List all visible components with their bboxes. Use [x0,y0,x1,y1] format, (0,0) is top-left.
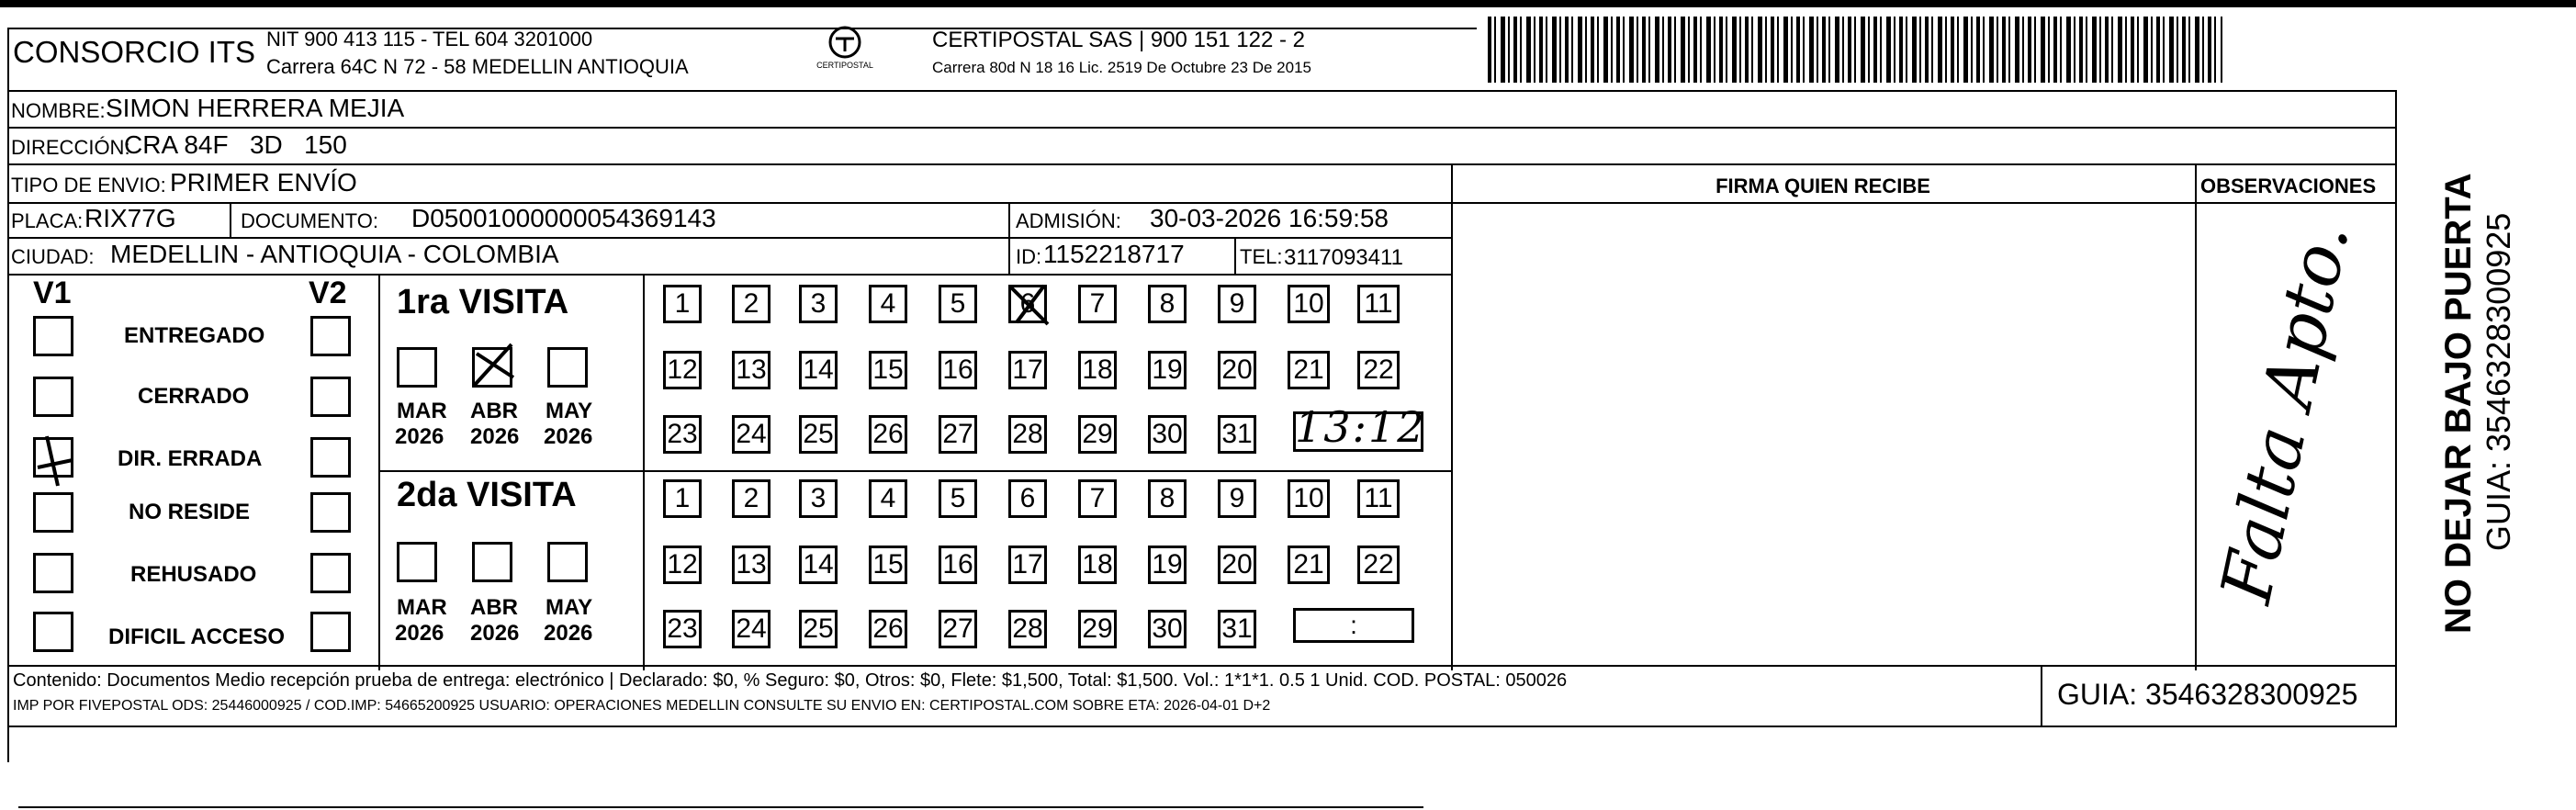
visit1-day-19[interactable] [1148,351,1187,389]
row-line-2 [7,163,2397,165]
visit2-day-label: 11 [1364,483,1393,513]
visit1-day-9[interactable] [1218,285,1256,323]
visit2-day-label: 3 [810,483,827,513]
visit2-day-25[interactable] [799,610,838,648]
v2-entregado-checkbox[interactable] [310,316,351,356]
visit2-day-10[interactable] [1288,479,1330,518]
visit2-day-label: 17 [1012,549,1043,579]
visit2-day-21[interactable] [1288,546,1330,584]
company-nit: NIT 900 413 115 - TEL 604 3201000 [266,28,593,51]
visit1-day-31[interactable] [1218,415,1256,454]
visit2-day-11[interactable] [1357,479,1400,518]
certipostal-logo-icon [808,26,882,72]
visit1-day-label: 29 [1082,419,1113,449]
v1-rehusado-checkbox[interactable] [33,553,73,593]
visit1-day-29[interactable] [1078,415,1117,454]
visit1-day-label: 18 [1082,354,1113,385]
visit1-day-label: 4 [880,288,896,319]
visit2-day-label: 20 [1221,549,1253,579]
visit1-time: 13:12 [1295,402,1426,452]
visit-days-left [643,274,645,670]
option-cerrado: CERRADO [138,384,250,409]
visit2-day-20[interactable] [1218,546,1256,584]
visit2-day-label: 16 [942,549,973,579]
v1-entregado-checkbox[interactable] [33,316,73,356]
courier-name: CERTIPOSTAL SAS | 900 151 122 - 2 [932,28,1305,52]
visit2-month-abr: ABR [470,595,518,620]
top-band [0,0,2576,7]
visit1-day-23[interactable] [663,415,702,454]
visit2-day-label: 10 [1293,483,1324,513]
placa-label: PLACA: [11,209,84,232]
company-address: Carrera 64C N 72 - 58 MEDELLIN ANTIOQUIA [266,55,689,78]
visit2-day-label: 13 [736,549,767,579]
placa-value: RIX77G [84,204,176,232]
visit1-day-label: 31 [1221,419,1253,449]
handwritten-note-text: Falta Apto. [2204,215,2365,610]
border-right [2395,90,2397,726]
visit1-day-4[interactable] [869,285,907,323]
check-mark-icon [1007,278,1053,330]
visit1-day-label: 12 [667,354,698,385]
handwritten-note [2204,211,2388,661]
company-name: CONSORCIO ITS [13,35,256,69]
firma-label: FIRMA QUIEN RECIBE [1715,174,1930,197]
visit1-day-label: 19 [1152,354,1183,385]
visit2-day-27[interactable] [939,610,977,648]
visit2-day-29[interactable] [1078,610,1117,648]
visit2-day-15[interactable] [869,546,907,584]
visit1-day-22[interactable] [1357,351,1400,389]
v1-dir-errada-checkbox[interactable] [33,437,73,478]
visit2-day-label: 23 [667,613,698,644]
visit1-day-label: 7 [1089,288,1106,319]
footer-contenido: Contenido: Documentos Medio recepción prueba de entrega: electrónico | Declarado: $0, % Seguro: $0, Otros: $0, Flete: $1,500, Total: $1,500. Vol.: 1*1*1. 0.5 1 Unid. COD. POSTAL: 050026 [13,670,1568,691]
option-rehusado: REHUSADO [130,562,257,587]
visit2-day-9[interactable] [1218,479,1256,518]
visit1-day-label: 30 [1152,419,1183,449]
visit2-day-4[interactable] [869,479,907,518]
visit1-month-abr: ABR [470,399,518,423]
tipo-envio-value: PRIMER ENVÍO [170,168,357,197]
visit1-day-25[interactable] [799,415,838,454]
visit2-day-label: 24 [736,613,767,644]
option-dificil-acceso: DIFICIL ACCESO [108,624,286,649]
visit2-day-label: 7 [1089,483,1106,513]
visit1-month-may: MAY [546,399,593,423]
admision-divider [1008,202,1010,274]
visit1-day-24[interactable] [732,415,771,454]
visit2-day-3[interactable] [799,479,838,518]
observaciones-label: OBSERVACIONES [2200,174,2377,197]
visit2-day-8[interactable] [1148,479,1187,518]
visit1-day-label: 20 [1221,354,1253,385]
visit2-time-box[interactable] [1293,608,1414,643]
admision-label: ADMISIÓN: [1016,209,1121,232]
visit1-day-label: 11 [1364,288,1393,319]
id-value: 1152218717 [1043,240,1185,268]
visit1-year-mar: 2026 [395,424,444,449]
visit2-day-17[interactable] [1008,546,1047,584]
visit2-day-label: 30 [1152,613,1183,644]
nombre-label: NOMBRE: [11,99,106,122]
visit2-day-13[interactable] [732,546,771,584]
border-mid-top [7,90,2397,92]
logo-text: CERTIPOSTAL [816,61,873,70]
visit2-day-label: 5 [950,483,966,513]
visit1-day-label: 6 [1019,288,1036,319]
courier-address: Carrera 80d N 18 16 Lic. 2519 De Octubre 23 De 2015 [932,59,1311,76]
v2-dir-errada-checkbox[interactable] [310,437,351,478]
visit1-day-3[interactable] [799,285,838,323]
visit1-year-abr: 2026 [470,424,520,449]
visit1-day-label: 9 [1229,288,1245,319]
visit1-day-label: 25 [803,419,834,449]
row-line-5 [7,274,1451,276]
visit1-day-label: 27 [942,419,973,449]
visit1-day-label: 26 [872,419,904,449]
visit2-day-19[interactable] [1148,546,1187,584]
row-line-1 [7,127,2397,129]
visit2-day-label: 31 [1221,613,1253,644]
visit1-day-label: 28 [1012,419,1043,449]
col-firma-left [1451,163,1453,670]
visit1-day-7[interactable] [1078,285,1117,323]
option-dir-errada: DIR. ERRADA [118,446,263,471]
visit2-day-30[interactable] [1148,610,1187,648]
visit1-day-27[interactable] [939,415,977,454]
col-obs-left [2195,163,2197,670]
direccion-value: CRA 84F 3D 150 [124,130,347,159]
visit1-day-label: 23 [667,419,698,449]
visit2-day-label: 4 [880,483,896,513]
v2-no-reside-checkbox[interactable] [310,492,351,533]
visit1-day-28[interactable] [1008,415,1047,454]
visit1-day-1[interactable] [663,285,702,323]
visit2-month-may: MAY [546,595,593,620]
visit1-day-label: 24 [736,419,767,449]
visit1-day-14[interactable] [799,351,838,389]
visit1-day-label: 15 [872,354,904,385]
bottom-edge [18,806,1423,808]
visit1-year-may: 2026 [544,424,593,449]
check-mark-icon [30,433,82,488]
visit2-day-26[interactable] [869,610,907,648]
visit1-day-label: 17 [1012,354,1043,385]
visit2-day-label: 21 [1293,549,1324,579]
visit2-day-label: 6 [1019,483,1036,513]
visit1-day-label: 16 [942,354,973,385]
visit1-day-8[interactable] [1148,285,1187,323]
visit2-day-label: 26 [872,613,904,644]
visit1-day-label: 22 [1363,354,1394,385]
visit2-day-2[interactable] [732,479,771,518]
visit2-day-6[interactable] [1008,479,1047,518]
visit2-day-1[interactable] [663,479,702,518]
visit1-day-21[interactable] [1288,351,1330,389]
visit1-month-mar-checkbox[interactable] [397,347,437,388]
visit2-day-label: 15 [872,549,904,579]
footer-guia-divider [2041,665,2042,726]
visit2-day-label: 12 [667,549,698,579]
visit2-day-label: 22 [1363,549,1394,579]
visit2-day-label: 18 [1082,549,1113,579]
tel-label: TEL: [1240,245,1283,268]
tel-divider [1234,237,1236,274]
check-mark-icon [471,341,519,396]
visit2-day-label: 2 [743,483,759,513]
visit2-month-mar: MAR [397,595,447,620]
footer-guia: GUIA: 3546328300925 [2057,678,2358,711]
footer-bottom [7,726,2397,727]
visit1-day-26[interactable] [869,415,907,454]
placa-divider [230,202,231,237]
id-label: ID: [1016,245,1042,268]
visit1-day-label: 5 [950,288,966,319]
option-entregado: ENTREGADO [124,323,265,348]
visit1-day-15[interactable] [869,351,907,389]
visit2-day-28[interactable] [1008,610,1047,648]
visit1-day-label: 8 [1159,288,1176,319]
visit2-month-may-checkbox[interactable] [547,542,588,582]
ciudad-label: CIUDAD: [11,245,95,268]
visit1-day-20[interactable] [1218,351,1256,389]
direccion-label: DIRECCIÓN: [11,136,130,159]
visit1-day-label: 13 [736,354,767,385]
visit2-day-label: 28 [1012,613,1043,644]
visit2-day-12[interactable] [663,546,702,584]
visit2-day-14[interactable] [799,546,838,584]
visit2-day-5[interactable] [939,479,977,518]
visit2-day-label: 9 [1229,483,1245,513]
nombre-value: SIMON HERRERA MEJIA [106,94,405,122]
v1-no-reside-checkbox[interactable] [33,492,73,533]
guia-side-text: GUIA: 3546328300925 [2480,212,2517,551]
visit2-day-label: 27 [942,613,973,644]
visit2-day-7[interactable] [1078,479,1117,518]
visit1-day-11[interactable] [1357,285,1400,323]
v1-dificil-acceso-checkbox[interactable] [33,612,73,652]
visit2-day-31[interactable] [1218,610,1256,648]
visit1-day-12[interactable] [663,351,702,389]
visit1-month-mar: MAR [397,399,447,423]
v1-cerrado-checkbox[interactable] [33,377,73,417]
visit1-day-17[interactable] [1008,351,1047,389]
visit1-day-5[interactable] [939,285,977,323]
v2-label: V2 [309,276,347,310]
visit2-month-mar-checkbox[interactable] [397,542,437,582]
visit2-day-18[interactable] [1078,546,1117,584]
visit2-year-may: 2026 [544,621,593,646]
visit2-title: 2da VISITA [397,476,577,514]
visit2-day-label: 1 [674,483,691,513]
ciudad-value: MEDELLIN - ANTIOQUIA - COLOMBIA [110,240,559,268]
border-left [7,28,9,762]
visit1-day-6[interactable] [1008,285,1047,323]
visit2-year-mar: 2026 [395,621,444,646]
visit2-day-16[interactable] [939,546,977,584]
v2-rehusado-checkbox[interactable] [310,553,351,593]
visit-divider [378,470,1451,472]
visit1-title: 1ra VISITA [397,283,569,321]
tipo-envio-label: TIPO DE ENVIO: [11,174,166,197]
visit2-day-label: 19 [1152,549,1183,579]
visit1-day-10[interactable] [1288,285,1330,323]
v1-label: V1 [33,276,72,310]
visit2-day-label: 25 [803,613,834,644]
visit1-month-may-checkbox[interactable] [547,347,588,388]
visit2-time: : [1350,611,1357,639]
footer-imp: IMP POR FIVEPOSTAL ODS: 25446000925 / COD.IMP: 54665200925 USUARIO: OPERACIONES MEDELLIN CONSULTE SU ENVIO EN: CERTIPOSTAL.COM SOBRE ETA: 2026-04-01 D+2 [13,698,1271,714]
barcode [1488,17,2222,83]
visit-frame-left [378,274,380,670]
v2-dificil-acceso-checkbox[interactable] [310,612,351,652]
visit1-day-2[interactable] [732,285,771,323]
visit2-day-label: 8 [1159,483,1176,513]
visit2-day-23[interactable] [663,610,702,648]
documento-label: DOCUMENTO: [241,209,378,232]
visit1-day-label: 21 [1293,354,1324,385]
visit1-day-label: 10 [1293,288,1324,319]
visit1-day-18[interactable] [1078,351,1117,389]
visit2-day-22[interactable] [1357,546,1400,584]
visit1-day-13[interactable] [732,351,771,389]
visit1-day-label: 3 [810,288,827,319]
visit1-day-16[interactable] [939,351,977,389]
visit2-day-24[interactable] [732,610,771,648]
visit1-day-label: 1 [674,288,691,319]
admision-value: 30-03-2026 16:59:58 [1150,204,1389,232]
visit1-day-label: 2 [743,288,759,319]
visit1-month-abr-checkbox[interactable] [472,347,512,388]
visit1-day-30[interactable] [1148,415,1187,454]
visit1-day-label: 14 [803,354,834,385]
no-dejar-side-text: NO DEJAR BAJO PUERTA [2438,173,2479,634]
visit2-day-label: 14 [803,549,834,579]
visit2-year-abr: 2026 [470,621,520,646]
visit2-month-abr-checkbox[interactable] [472,542,512,582]
v2-cerrado-checkbox[interactable] [310,377,351,417]
option-no-reside: NO RESIDE [129,500,251,524]
footer-top [7,665,2397,667]
tel-value: 3117093411 [1284,245,1403,270]
visit2-day-label: 29 [1082,613,1113,644]
documento-value: D05001000000054369143 [411,204,716,232]
